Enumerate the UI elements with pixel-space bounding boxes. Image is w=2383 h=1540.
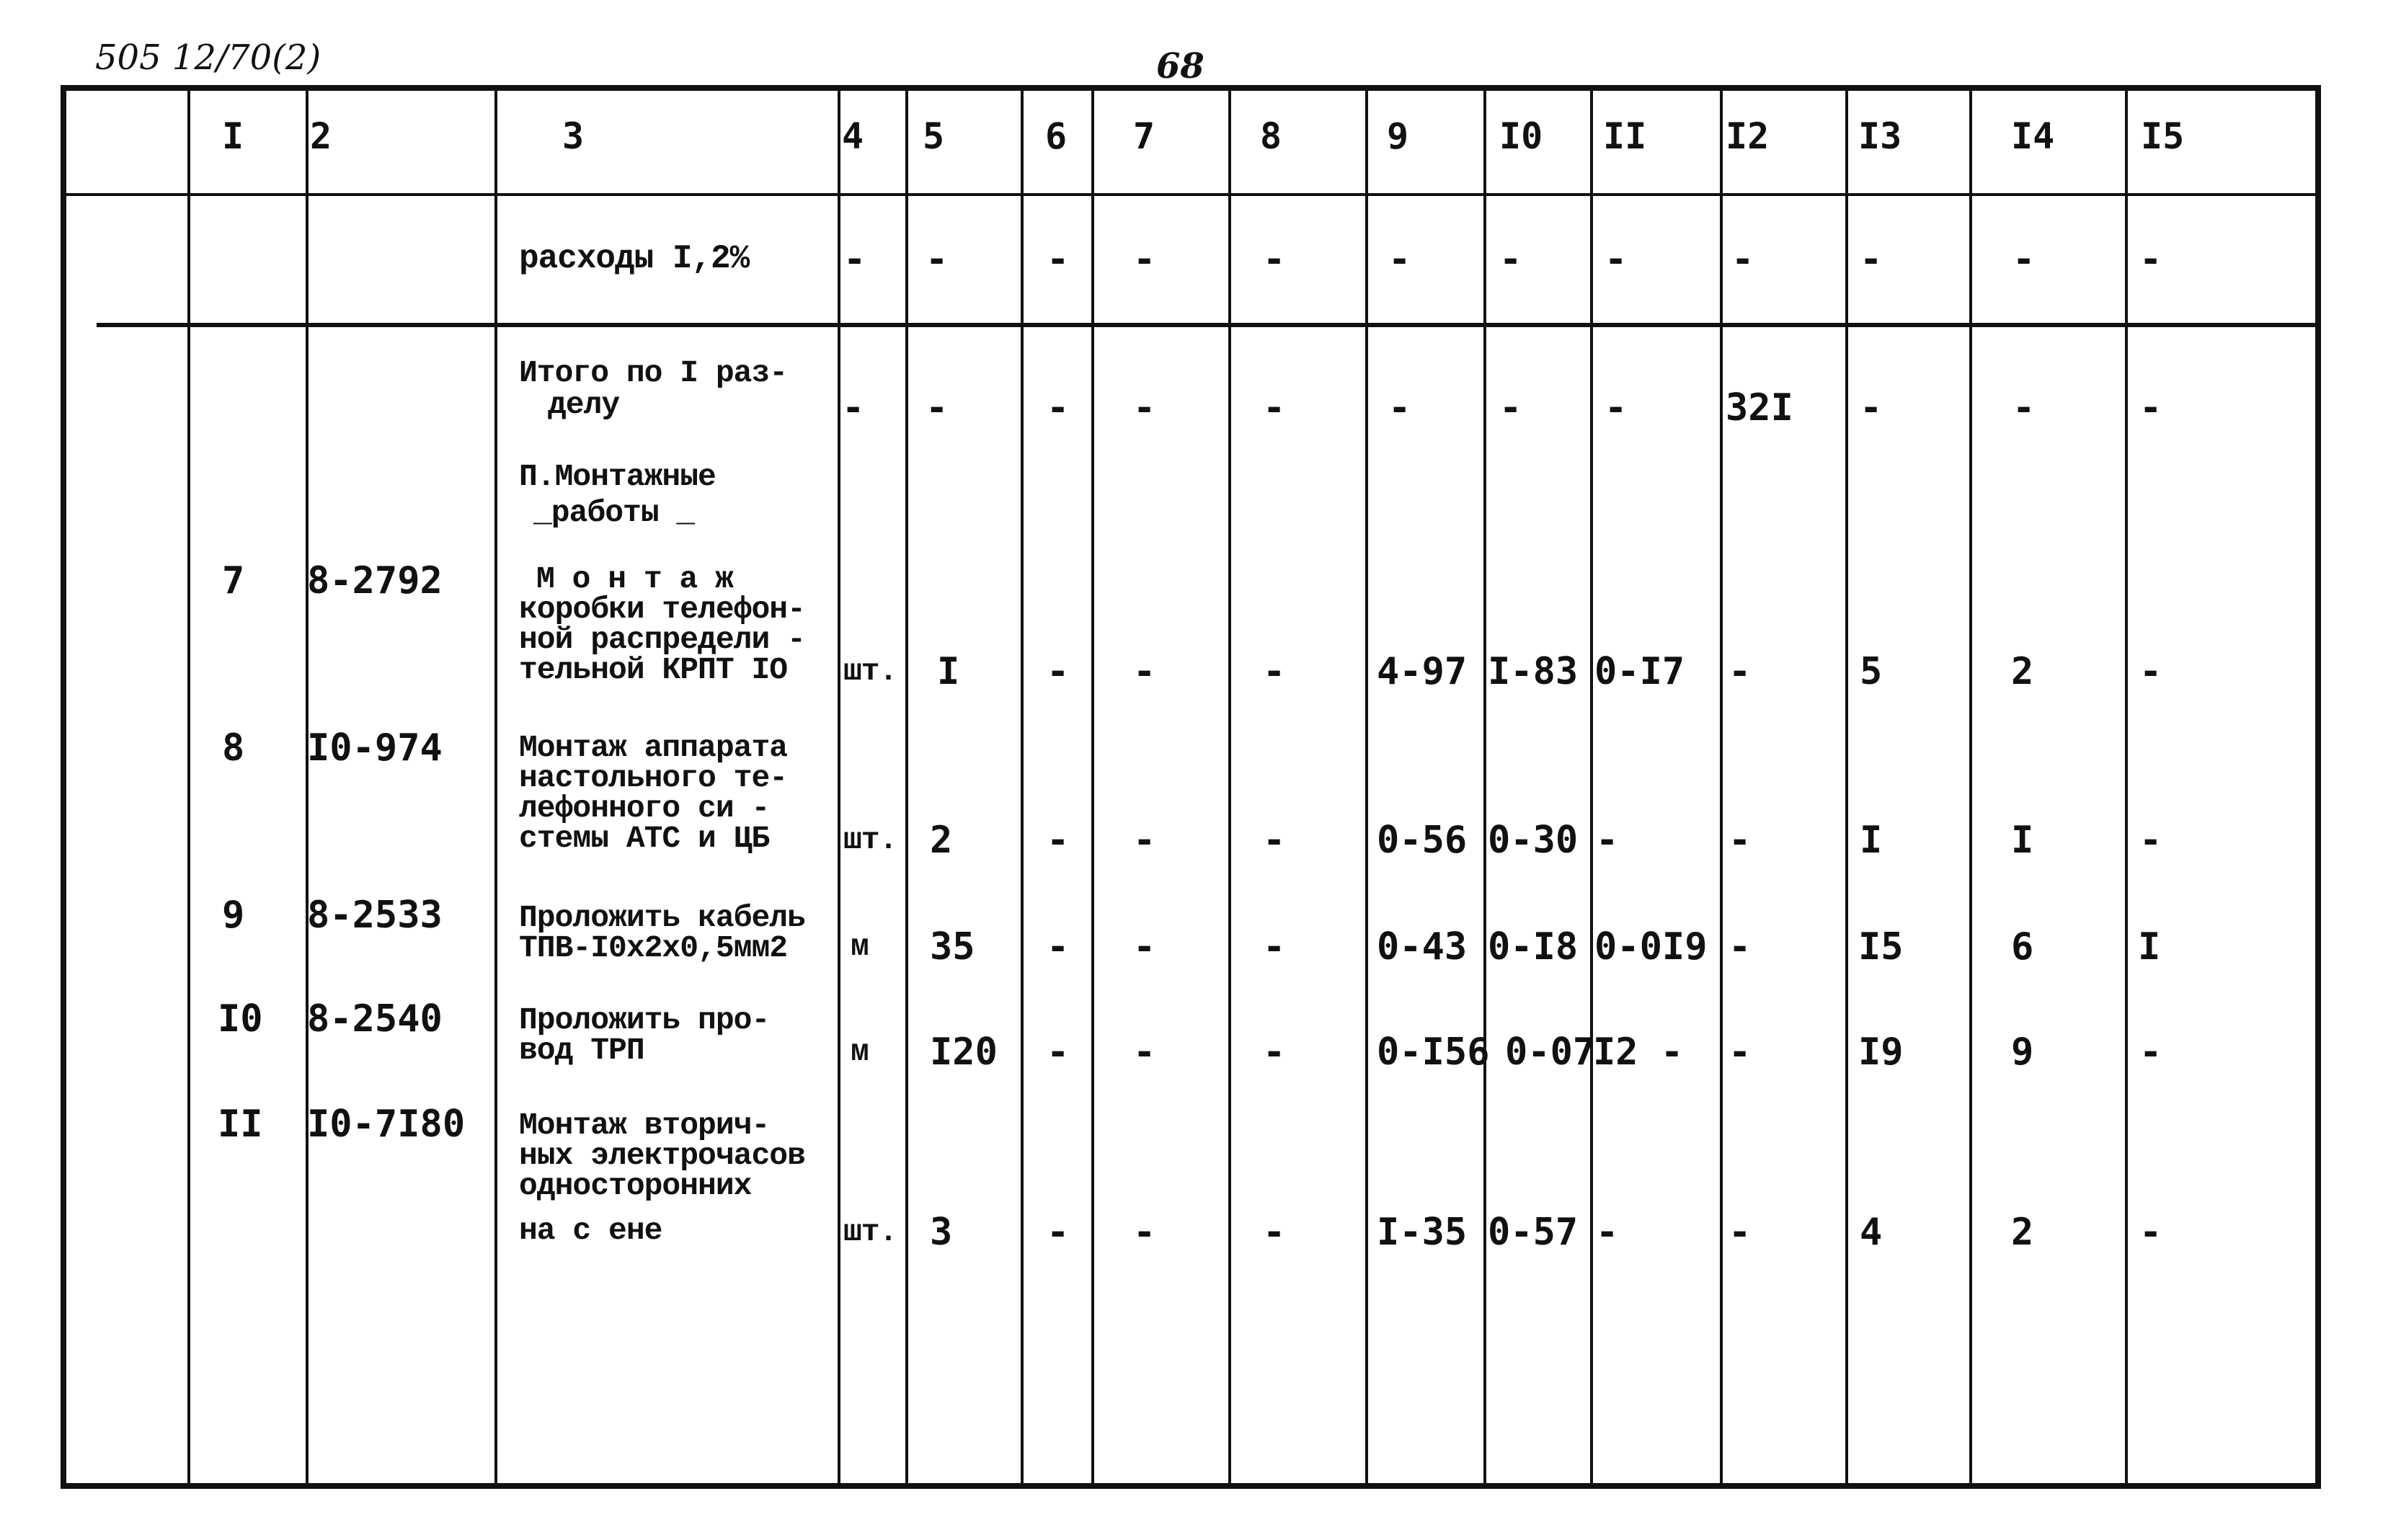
row-quantity: 3 bbox=[930, 1211, 953, 1254]
section-separator bbox=[97, 323, 2318, 327]
row-number: 8 bbox=[222, 726, 245, 770]
header-col-6: 6 bbox=[1045, 115, 1068, 157]
dash-cell: - bbox=[1729, 650, 1752, 693]
dash-cell: - bbox=[1499, 238, 1522, 281]
row-code: I0-974 bbox=[307, 726, 443, 770]
dash-cell: - bbox=[1047, 819, 1070, 862]
row-code: 8-2540 bbox=[307, 997, 443, 1041]
row-description: лефонного си - bbox=[519, 791, 770, 826]
column-divider bbox=[187, 86, 190, 1489]
row-value-col13: 4 bbox=[1860, 1211, 1883, 1254]
dash-cell: - bbox=[1133, 1031, 1156, 1074]
row-value-col9: I-35 bbox=[1377, 1211, 1468, 1254]
dash-cell: - bbox=[1263, 1031, 1286, 1074]
column-divider bbox=[1720, 86, 1723, 1489]
dash-cell: - bbox=[2139, 386, 2162, 429]
row-unit: шт. bbox=[843, 654, 897, 689]
row-code: 8-2533 bbox=[307, 894, 443, 937]
row-value-col9: 0-56 bbox=[1377, 819, 1468, 862]
dash-cell: - bbox=[2139, 1031, 2162, 1074]
row-number: II bbox=[218, 1103, 263, 1146]
column-divider bbox=[1365, 86, 1368, 1489]
dash-cell: - bbox=[1388, 386, 1411, 429]
dash-cell: - bbox=[1133, 925, 1156, 969]
column-divider bbox=[1228, 86, 1231, 1489]
row-itogo-description: делу bbox=[548, 387, 620, 422]
dash-cell: - bbox=[1133, 386, 1156, 429]
dash-cell: - bbox=[1596, 1211, 1619, 1254]
row-description: Проложить про- bbox=[519, 1002, 770, 1038]
dash-cell: - bbox=[2139, 650, 2162, 693]
row-quantity: 35 bbox=[930, 925, 975, 969]
dash-cell: - bbox=[2013, 386, 2036, 429]
row-description: ТПВ-I0x2x0,5мм2 bbox=[519, 930, 788, 966]
column-divider bbox=[1969, 86, 1972, 1489]
header-col-3: 3 bbox=[562, 115, 585, 157]
dash-cell: - bbox=[1047, 1031, 1070, 1074]
column-divider bbox=[494, 86, 497, 1489]
dash-cell: - bbox=[926, 386, 949, 429]
row-description: на с ене bbox=[519, 1213, 662, 1248]
header-col-10: I0 bbox=[1499, 115, 1543, 157]
row-value-col11: 0-0I9 bbox=[1594, 925, 1708, 969]
row-description: тельной КРПТ IO bbox=[519, 652, 788, 687]
row-value-col14: 6 bbox=[2011, 925, 2034, 969]
dash-cell: - bbox=[1133, 650, 1156, 693]
column-divider bbox=[1091, 86, 1094, 1489]
row-value-col10: 0-57 bbox=[1488, 1211, 1579, 1254]
column-divider bbox=[2125, 86, 2128, 1489]
row-description: ной распредели - bbox=[519, 622, 805, 657]
table-frame bbox=[61, 85, 2321, 1489]
row-value-col10: 0-30 bbox=[1488, 819, 1579, 862]
dash-cell: - bbox=[1263, 925, 1286, 969]
row-unit: шт. bbox=[843, 1214, 897, 1250]
dash-cell: - bbox=[1860, 386, 1883, 429]
row-value-col13: 5 bbox=[1860, 650, 1883, 693]
row-value-col13: I bbox=[1860, 819, 1883, 862]
dash-cell: - bbox=[1860, 238, 1883, 281]
section-heading: П.Монтажные bbox=[519, 459, 716, 494]
dash-cell: - bbox=[2139, 238, 2162, 281]
document-code-note: 505 12/70(2) bbox=[95, 37, 321, 78]
row-description: ных электрочасов bbox=[519, 1138, 805, 1173]
row-unit: м bbox=[851, 929, 869, 964]
dash-cell: - bbox=[1263, 650, 1286, 693]
dash-cell: - bbox=[1729, 1031, 1752, 1074]
header-col-7: 7 bbox=[1133, 115, 1155, 157]
column-divider bbox=[1845, 86, 1848, 1489]
row-description: М о н т а ж bbox=[536, 561, 733, 597]
header-col-9: 9 bbox=[1387, 115, 1409, 157]
row-value-col10: I-83 bbox=[1488, 650, 1579, 693]
dash-cell: - bbox=[1133, 819, 1156, 862]
row-value-col14: 9 bbox=[2011, 1031, 2034, 1074]
dash-cell: - bbox=[1729, 1211, 1752, 1254]
dash-cell: - bbox=[1388, 238, 1411, 281]
row-unit: шт. bbox=[843, 822, 897, 858]
row-description: Монтаж вторич- bbox=[519, 1108, 770, 1143]
header-col-1: I bbox=[222, 115, 244, 157]
row-description: стемы АТС и ЦБ bbox=[519, 821, 770, 856]
row-value-col11: 0-I7 bbox=[1594, 650, 1685, 693]
row-value-col10: 0-I8 bbox=[1488, 925, 1579, 969]
header-col-11: II bbox=[1603, 115, 1647, 157]
row-value-col14: 2 bbox=[2011, 1211, 2034, 1254]
dash-cell: - bbox=[1729, 819, 1752, 862]
dash-cell: - bbox=[1263, 819, 1286, 862]
itogo-total-value: 32I bbox=[1726, 386, 1793, 429]
row-raskhody-description: расходы I,2% bbox=[519, 240, 750, 277]
row-value-col9: 0-43 bbox=[1377, 925, 1468, 969]
dash-cell: - bbox=[1499, 386, 1522, 429]
dash-cell: - bbox=[1731, 238, 1754, 281]
row-value-col14: 2 bbox=[2011, 650, 2034, 693]
section-heading: _работы _ bbox=[533, 495, 695, 530]
row-description: коробки телефон- bbox=[519, 592, 805, 627]
header-col-4: 4 bbox=[842, 115, 864, 157]
dash-cell: - bbox=[1047, 1211, 1070, 1254]
dash-cell: - bbox=[1133, 238, 1156, 281]
dash-cell: - bbox=[1263, 386, 1286, 429]
dash-cell: - bbox=[926, 238, 949, 281]
dash-cell: - bbox=[1729, 925, 1752, 969]
column-divider bbox=[905, 86, 908, 1489]
dash-cell: - bbox=[1047, 925, 1070, 969]
row-description: вод ТРП bbox=[519, 1033, 644, 1068]
header-col-13: I3 bbox=[1858, 115, 1902, 157]
row-number: 9 bbox=[222, 894, 245, 937]
dash-cell: - bbox=[2013, 238, 2036, 281]
row-description: Монтаж аппарата bbox=[519, 730, 788, 765]
dash-cell: - bbox=[1605, 386, 1628, 429]
row-quantity: 2 bbox=[930, 819, 953, 862]
column-divider bbox=[838, 86, 840, 1489]
dash-cell: - bbox=[1047, 650, 1070, 693]
row-value-col10: 0-07 bbox=[1505, 1031, 1596, 1074]
dash-cell: - bbox=[1133, 1211, 1156, 1254]
row-code: I0-7I80 bbox=[307, 1103, 466, 1146]
column-divider bbox=[1483, 86, 1486, 1489]
header-separator bbox=[63, 193, 2318, 196]
dash-cell: - bbox=[1596, 819, 1619, 862]
row-value-col14: I bbox=[2011, 819, 2034, 862]
dash-cell: - bbox=[1263, 1211, 1286, 1254]
page-number: 68 bbox=[1156, 46, 1204, 86]
row-value-col13: I5 bbox=[1858, 925, 1904, 969]
header-col-5: 5 bbox=[923, 115, 945, 157]
header-col-2: 2 bbox=[310, 115, 332, 157]
row-value-col15: I bbox=[2138, 925, 2161, 969]
column-divider bbox=[306, 86, 309, 1489]
row-description: настольного те- bbox=[519, 760, 788, 796]
row-unit: м bbox=[851, 1034, 869, 1069]
row-itogo-description: Итого по I раз- bbox=[519, 355, 788, 391]
column-divider bbox=[1590, 86, 1593, 1489]
row-description: Проложить кабель bbox=[519, 900, 805, 935]
dash-cell: - bbox=[843, 238, 866, 281]
header-col-15: I5 bbox=[2141, 115, 2185, 157]
header-col-8: 8 bbox=[1260, 115, 1282, 157]
row-number: I0 bbox=[218, 997, 263, 1041]
row-code: 8-2792 bbox=[307, 559, 443, 602]
header-col-14: I4 bbox=[2011, 115, 2055, 157]
row-number: 7 bbox=[222, 559, 245, 602]
row-value-col13: I9 bbox=[1858, 1031, 1904, 1074]
header-col-12: I2 bbox=[1726, 115, 1770, 157]
row-value-col11: I2 - bbox=[1593, 1031, 1684, 1074]
row-description: односторонних bbox=[519, 1168, 752, 1203]
dash-cell: - bbox=[1263, 238, 1286, 281]
dash-cell: - bbox=[1047, 238, 1070, 281]
dash-cell: - bbox=[1605, 238, 1628, 281]
row-quantity: I20 bbox=[930, 1031, 998, 1074]
dash-cell: - bbox=[842, 386, 865, 429]
dash-cell: - bbox=[1047, 386, 1070, 429]
dash-cell: - bbox=[2139, 1211, 2162, 1254]
dash-cell: - bbox=[2139, 819, 2162, 862]
row-value-col9: 4-97 bbox=[1377, 650, 1468, 693]
column-divider bbox=[1021, 86, 1024, 1489]
row-value-col9: 0-I56 bbox=[1377, 1031, 1490, 1074]
row-quantity: I bbox=[937, 650, 960, 693]
